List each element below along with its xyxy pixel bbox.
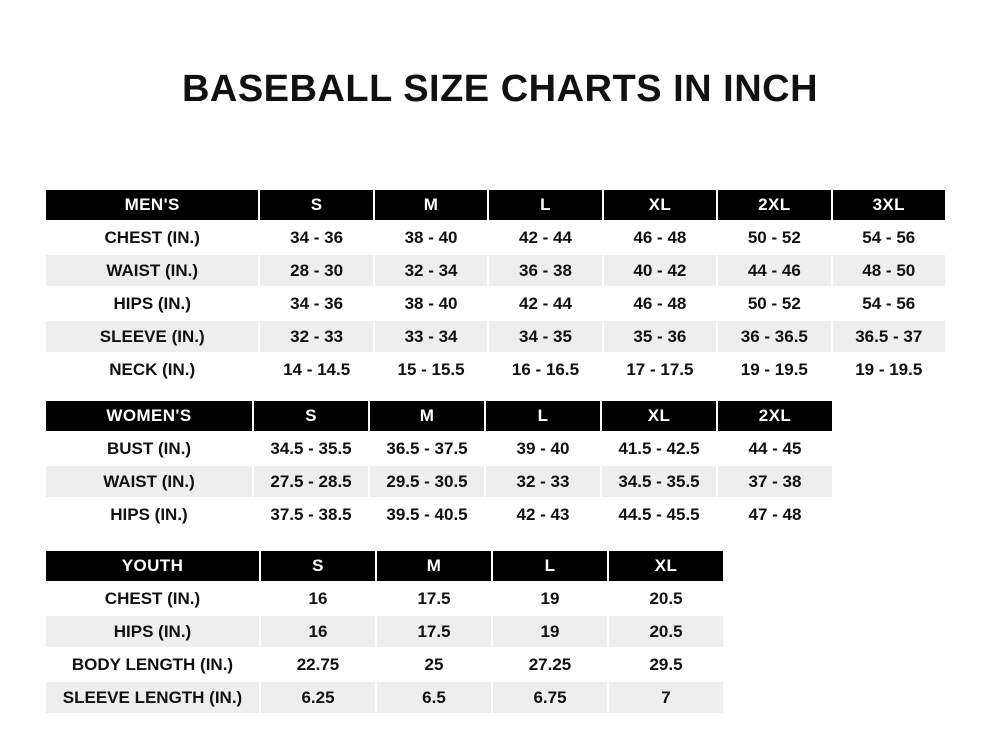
cell-value: 16 - 16.5 — [488, 353, 602, 386]
cell-value: 46 - 48 — [603, 287, 717, 320]
row-label: BODY LENGTH (IN.) — [45, 648, 260, 681]
table-row — [45, 465, 833, 498]
youth-size-table — [44, 549, 725, 715]
cell-value: 16 — [260, 582, 376, 615]
cell-value: 20.5 — [608, 615, 724, 648]
row-label: BUST (IN.) — [45, 432, 253, 465]
table-row — [45, 320, 946, 353]
row-label: HIPS (IN.) — [45, 498, 253, 531]
table-row — [45, 498, 833, 531]
column-header: M — [374, 189, 488, 221]
cell-value: 35 - 36 — [603, 320, 717, 353]
row-label: WAIST (IN.) — [45, 254, 259, 287]
cell-value: 36 - 38 — [488, 254, 602, 287]
cell-value: 19 - 19.5 — [832, 353, 946, 386]
cell-value: 29.5 - 30.5 — [369, 465, 485, 498]
table-row — [45, 681, 724, 714]
column-header: M — [376, 550, 492, 582]
table-row — [45, 432, 833, 465]
cell-value: 32 - 34 — [374, 254, 488, 287]
cell-value: 15 - 15.5 — [374, 353, 488, 386]
cell-value: 6.25 — [260, 681, 376, 714]
cell-value: 17 - 17.5 — [603, 353, 717, 386]
column-header: WOMEN'S — [45, 400, 253, 432]
cell-value: 44 - 46 — [717, 254, 831, 287]
cell-value: 46 - 48 — [603, 221, 717, 254]
column-header: XL — [603, 189, 717, 221]
column-header: 2XL — [717, 400, 833, 432]
row-label: CHEST (IN.) — [45, 582, 260, 615]
cell-value: 34 - 35 — [488, 320, 602, 353]
cell-value: 29.5 — [608, 648, 724, 681]
cell-value: 40 - 42 — [603, 254, 717, 287]
womens-size-table — [44, 399, 834, 532]
cell-value: 44.5 - 45.5 — [601, 498, 717, 531]
row-label: HIPS (IN.) — [45, 615, 260, 648]
column-header: M — [369, 400, 485, 432]
cell-value: 16 — [260, 615, 376, 648]
cell-value: 27.5 - 28.5 — [253, 465, 369, 498]
cell-value: 42 - 43 — [485, 498, 601, 531]
table-header-row — [45, 400, 833, 432]
cell-value: 34.5 - 35.5 — [601, 465, 717, 498]
cell-value: 6.75 — [492, 681, 608, 714]
page-title: BASEBALL SIZE CHARTS IN INCH — [181, 68, 819, 110]
cell-value: 50 - 52 — [717, 221, 831, 254]
row-label: HIPS (IN.) — [45, 287, 259, 320]
column-header: XL — [608, 550, 724, 582]
table-row — [45, 287, 946, 320]
mens-size-table — [44, 188, 947, 387]
cell-value: 32 - 33 — [259, 320, 373, 353]
table-row — [45, 582, 724, 615]
cell-value: 37.5 - 38.5 — [253, 498, 369, 531]
cell-value: 37 - 38 — [717, 465, 833, 498]
column-header: 3XL — [832, 189, 946, 221]
cell-value: 36.5 - 37.5 — [369, 432, 485, 465]
cell-value: 54 - 56 — [832, 287, 946, 320]
row-label: CHEST (IN.) — [45, 221, 259, 254]
cell-value: 44 - 45 — [717, 432, 833, 465]
column-header: MEN'S — [45, 189, 259, 221]
cell-value: 6.5 — [376, 681, 492, 714]
cell-value: 42 - 44 — [488, 287, 602, 320]
column-header: S — [260, 550, 376, 582]
cell-value: 41.5 - 42.5 — [601, 432, 717, 465]
cell-value: 50 - 52 — [717, 287, 831, 320]
row-label: NECK (IN.) — [45, 353, 259, 386]
row-label: SLEEVE LENGTH (IN.) — [45, 681, 260, 714]
table-row — [45, 353, 946, 386]
cell-value: 34 - 36 — [259, 287, 373, 320]
column-header: L — [488, 189, 602, 221]
cell-value: 33 - 34 — [374, 320, 488, 353]
column-header: S — [253, 400, 369, 432]
column-header: YOUTH — [45, 550, 260, 582]
cell-value: 48 - 50 — [832, 254, 946, 287]
cell-value: 36.5 - 37 — [832, 320, 946, 353]
cell-value: 19 — [492, 582, 608, 615]
table-header-row — [45, 189, 946, 221]
cell-value: 54 - 56 — [832, 221, 946, 254]
cell-value: 34 - 36 — [259, 221, 373, 254]
table-row — [45, 615, 724, 648]
column-header: L — [492, 550, 608, 582]
row-label: WAIST (IN.) — [45, 465, 253, 498]
table-row — [45, 221, 946, 254]
cell-value: 14 - 14.5 — [259, 353, 373, 386]
cell-value: 38 - 40 — [374, 287, 488, 320]
cell-value: 17.5 — [376, 582, 492, 615]
cell-value: 17.5 — [376, 615, 492, 648]
table-row — [45, 648, 724, 681]
column-header: XL — [601, 400, 717, 432]
cell-value: 47 - 48 — [717, 498, 833, 531]
cell-value: 36 - 36.5 — [717, 320, 831, 353]
cell-value: 28 - 30 — [259, 254, 373, 287]
cell-value: 38 - 40 — [374, 221, 488, 254]
cell-value: 42 - 44 — [488, 221, 602, 254]
column-header: 2XL — [717, 189, 831, 221]
cell-value: 32 - 33 — [485, 465, 601, 498]
cell-value: 19 — [492, 615, 608, 648]
cell-value: 39 - 40 — [485, 432, 601, 465]
column-header: S — [259, 189, 373, 221]
cell-value: 19 - 19.5 — [717, 353, 831, 386]
row-label: SLEEVE (IN.) — [45, 320, 259, 353]
table-header-row — [45, 550, 724, 582]
cell-value: 7 — [608, 681, 724, 714]
cell-value: 39.5 - 40.5 — [369, 498, 485, 531]
cell-value: 27.25 — [492, 648, 608, 681]
cell-value: 20.5 — [608, 582, 724, 615]
table-row — [45, 254, 946, 287]
cell-value: 22.75 — [260, 648, 376, 681]
column-header: L — [485, 400, 601, 432]
cell-value: 25 — [376, 648, 492, 681]
cell-value: 34.5 - 35.5 — [253, 432, 369, 465]
